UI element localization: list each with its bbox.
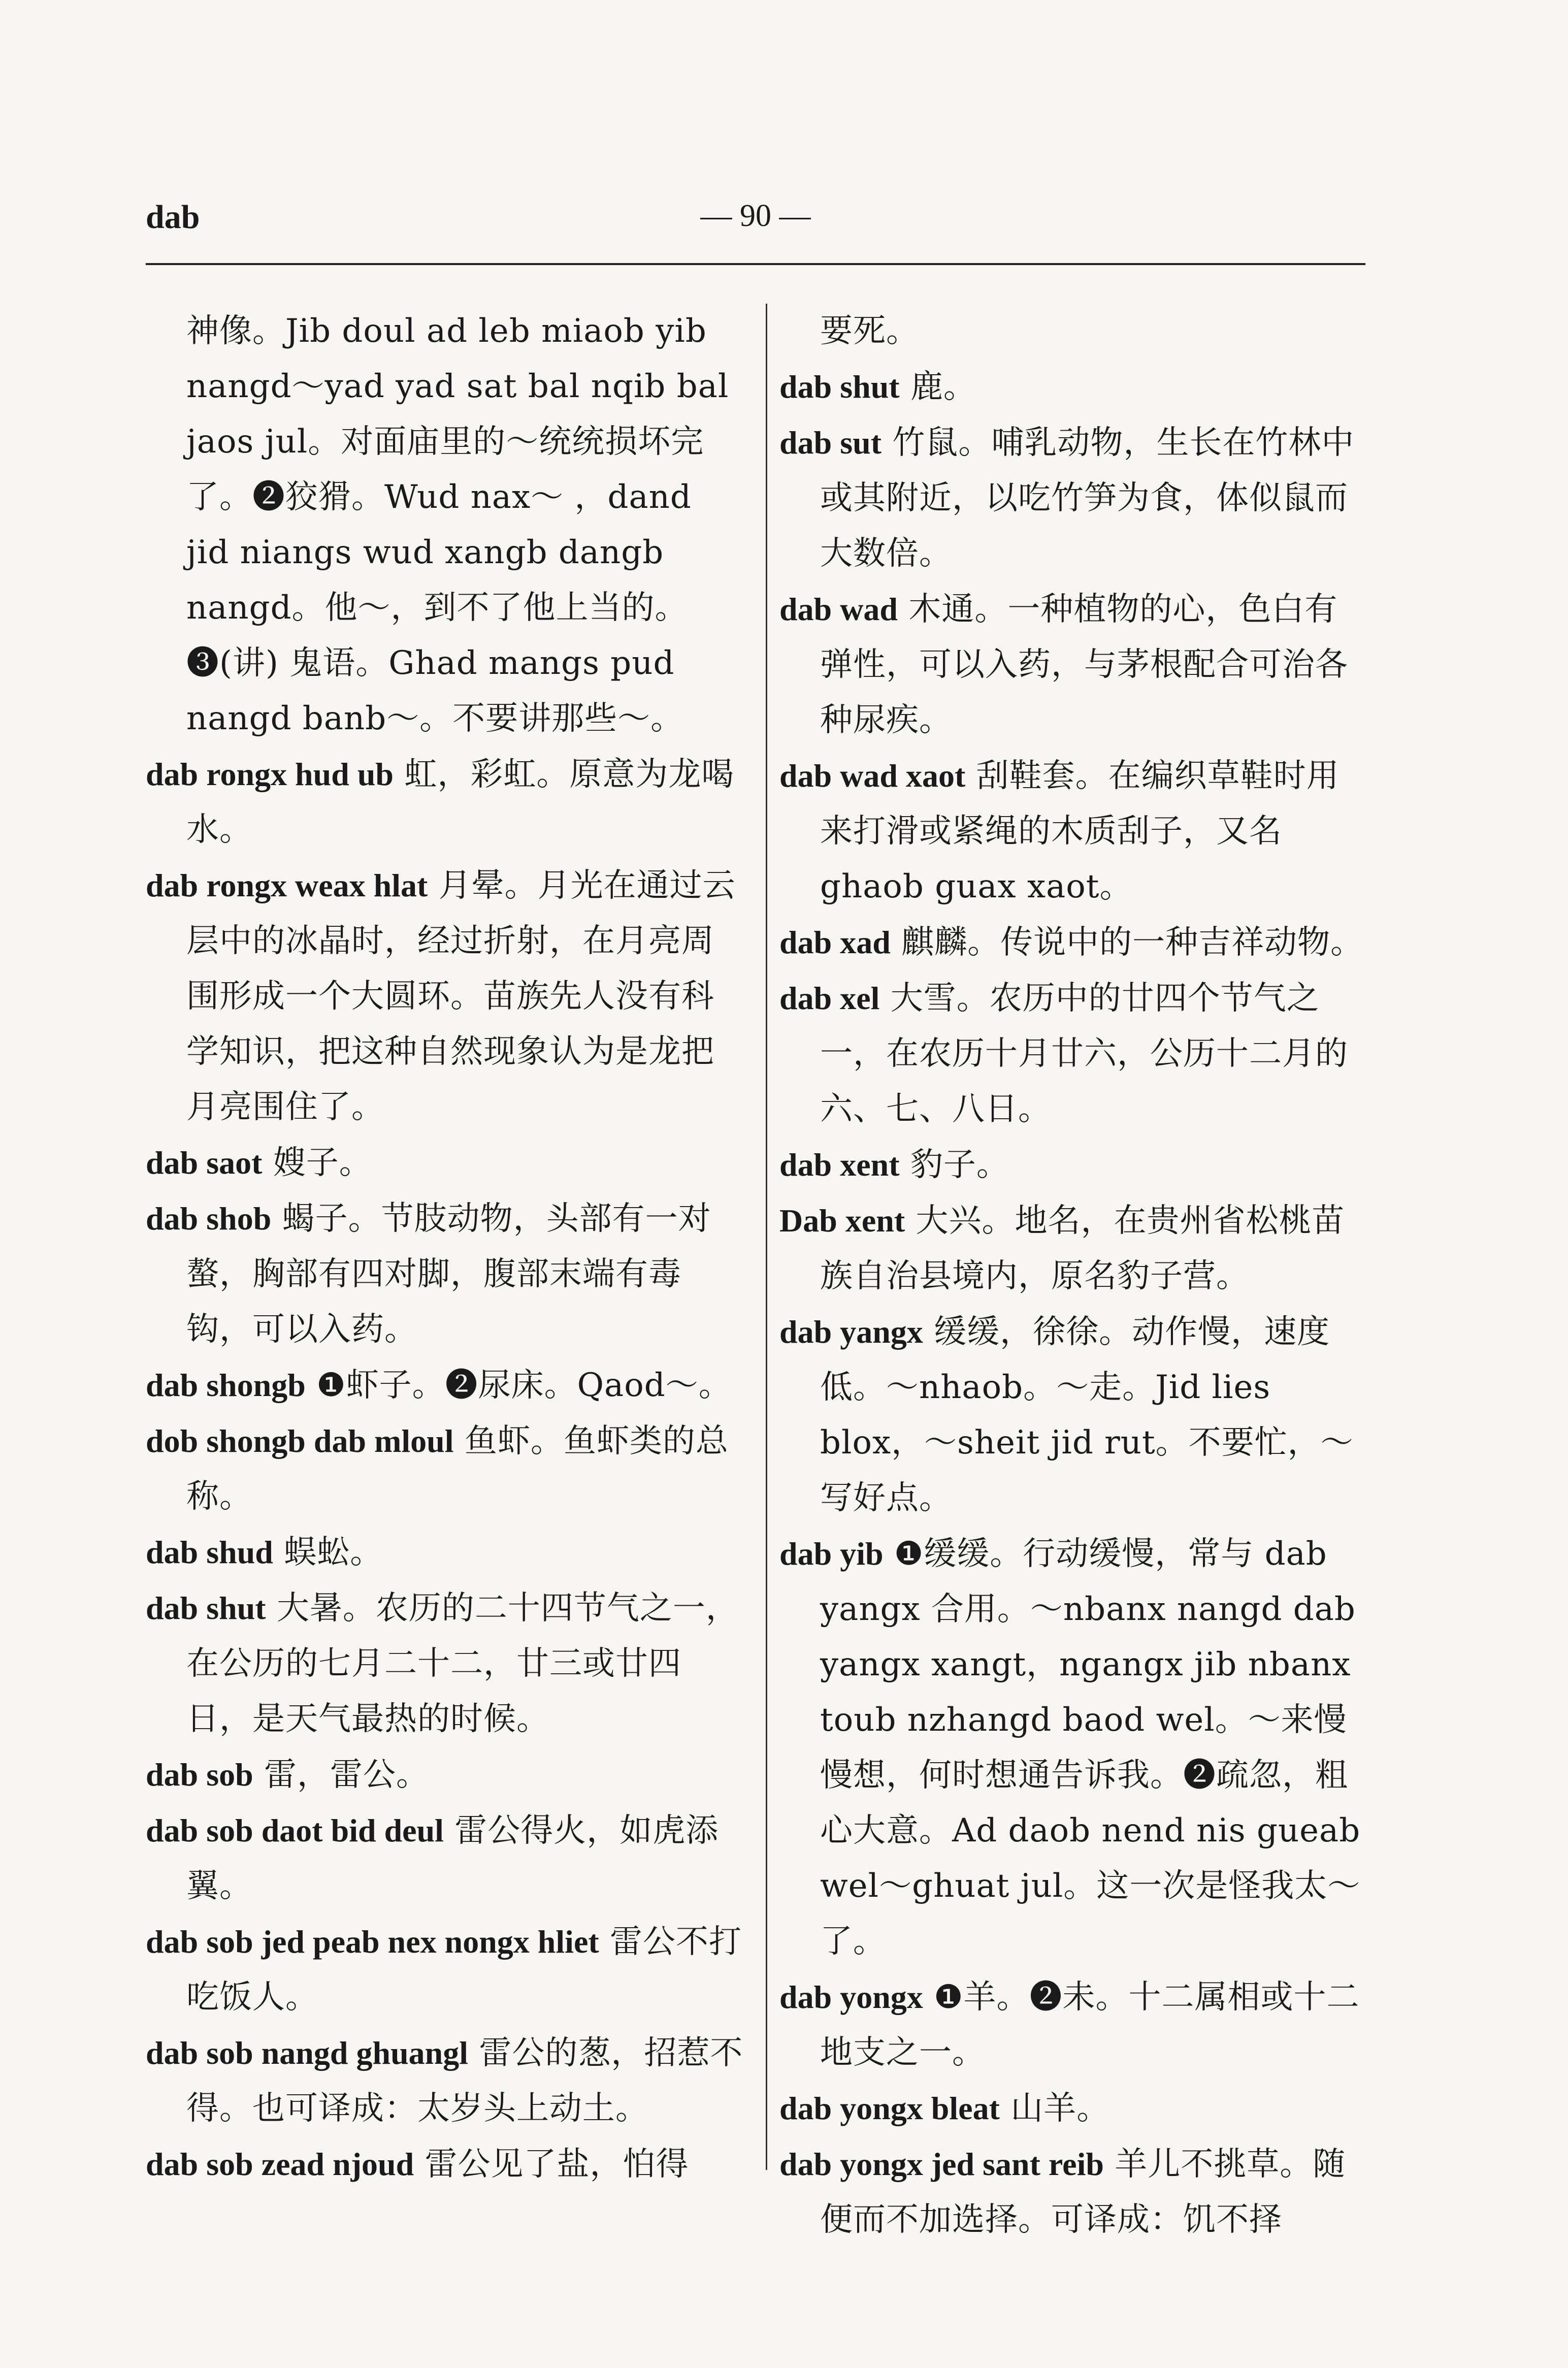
- entry-definition: 雷公见了盐，怕得: [424, 2146, 689, 2183]
- dictionary-entry: [146, 1747, 745, 1803]
- entry-definition: 木通。一种植物的心，色白有弹性，可以入药，与茅根配合可治各种尿疾。: [820, 591, 1348, 739]
- dictionary-entry: [146, 2136, 745, 2192]
- dictionary-entry: [779, 1193, 1366, 1304]
- dictionary-entry: [146, 1357, 745, 1413]
- column-divider: [766, 304, 767, 2170]
- dictionary-entry: [146, 1914, 745, 2025]
- entry-headword: dab yangx: [779, 1314, 923, 1350]
- dictionary-entry: [146, 1803, 745, 1914]
- entry-definition: ❶缓缓。行动缓慢，常与 dab yangx 合用。～nbanx nangd dab yangx xangt，ngangx jib nbanx toub nzhangd baod wel。～来慢慢想，何时想通告诉我。❷疏忽，粗心大意。Ad daob nend nis gueab wel～ghuat jul。这一次是怪我太～了。: [820, 1535, 1361, 1960]
- dictionary-entry: [779, 304, 1366, 359]
- dictionary-entry: [779, 748, 1366, 915]
- entry-headword: dab rongx weax hlat: [146, 867, 428, 903]
- entry-headword: dab sob nangd ghuangl: [146, 2035, 469, 2071]
- dictionary-entry: [779, 1526, 1366, 1969]
- dictionary-entry: [146, 747, 745, 858]
- dictionary-entry: [779, 915, 1366, 970]
- entry-definition: 蝎子。节肢动物，头部有一对螯，胸部有四对脚，腹部末端有毒钩，可以入药。: [186, 1200, 711, 1348]
- header-rule: [146, 263, 1365, 265]
- dictionary-entry: [146, 1135, 745, 1191]
- entry-headword: dab wad xaot: [779, 758, 966, 794]
- dictionary-entry: [146, 1191, 745, 1357]
- entry-definition: 蜈蚣。: [284, 1534, 383, 1571]
- page-number: — 90 —: [700, 199, 811, 233]
- entry-definition: 大暑。农历的二十四节气之一，在公历的七月二十二，廿三或廿四日，是天气最热的时候。: [186, 1590, 739, 1738]
- dictionary-entry: [779, 1304, 1366, 1526]
- entry-definition: 大雪。农历中的廿四个节气之一，在农历十月廿六，公历十二月的六、七、八日。: [820, 980, 1348, 1128]
- entry-definition: 虹，彩虹。原意为龙喝水。: [186, 756, 735, 849]
- entry-headword: Dab xent: [779, 1203, 905, 1239]
- entry-headword: dab xel: [779, 980, 880, 1016]
- entry-headword: dab saot: [146, 1145, 263, 1181]
- entry-definition: 嫂子。: [273, 1144, 372, 1182]
- entry-definition: 山羊。: [1010, 2090, 1110, 2127]
- entry-definition: 麒麟。传说中的一种吉祥动物。: [901, 924, 1364, 961]
- entry-definition: ❶羊。❷未。十二属相或十二地支之一。: [820, 1978, 1360, 2071]
- dictionary-entry: [779, 1137, 1366, 1193]
- entry-headword: dab sob zead njoud: [146, 2146, 414, 2182]
- entry-definition: 神像。Jib doul ad leb miaob yib nangd～yad yad sat bal nqib bal jaos jul。对面庙里的～统统损坏完了。❷狡猾。Wud nax～ ，dand jid niangs wud xangb dangb nangd。他～，到不了他上当的。❸(讲) 鬼语。Ghad mangs pud nangd banb～。不要讲那些～。: [186, 312, 729, 737]
- dictionary-entry: [146, 304, 745, 747]
- dictionary-entry: [779, 1969, 1366, 2081]
- right-column: [779, 304, 1366, 2248]
- entry-headword: dab rongx hud ub: [146, 756, 394, 792]
- dictionary-entry: [146, 1413, 745, 1524]
- entry-headword: dab yib: [779, 1536, 884, 1572]
- page-header: [146, 198, 1365, 249]
- entry-definition: 鹿。: [910, 368, 976, 406]
- entry-definition: 豹子。: [910, 1146, 1009, 1184]
- entry-definition: 鱼虾。鱼虾类的总称。: [186, 1422, 729, 1515]
- dictionary-entry: [779, 970, 1366, 1137]
- entry-definition: 刮鞋套。在编织草鞋时用来打滑或紧绳的木质刮子，又名 ghaob guax xaot。: [820, 757, 1340, 905]
- entry-headword: dab wad: [779, 591, 898, 627]
- entry-headword: dab shongb: [146, 1367, 306, 1403]
- entry-headword: dab shob: [146, 1201, 272, 1237]
- entry-definition: 要死。: [820, 312, 919, 350]
- dictionary-entry: [779, 581, 1366, 748]
- entry-headword: dab shut: [779, 369, 900, 405]
- dictionary-entry: [146, 1524, 745, 1580]
- guide-word: dab: [146, 199, 200, 236]
- dictionary-entry: [779, 415, 1366, 581]
- entry-headword: dob shongb dab mloul: [146, 1423, 454, 1459]
- entry-headword: dab yongx: [779, 1979, 923, 2015]
- entry-headword: dab sob jed peab nex nongx hliet: [146, 1924, 599, 1960]
- entry-headword: dab xad: [779, 924, 891, 960]
- entry-definition: 缓缓，徐徐。动作慢，速度低。～nhaob。～走。Jid lies blox，～sheit jid rut。不要忙，～写好点。: [820, 1313, 1354, 1517]
- entry-headword: dab sob: [146, 1757, 253, 1793]
- entry-headword: dab sut: [779, 425, 881, 461]
- dictionary-entry: [146, 858, 745, 1135]
- entry-headword: dab yongx bleat: [779, 2090, 1000, 2126]
- entry-headword: dab sob daot bid deul: [146, 1812, 444, 1848]
- entry-definition: 竹鼠。哺乳动物，生长在竹林中或其附近，以吃竹笋为食，体似鼠而大数倍。: [820, 424, 1355, 572]
- entry-headword: dab shud: [146, 1534, 273, 1570]
- entry-definition: 雷公不打吃饭人。: [186, 1923, 742, 2016]
- entry-definition: 雷公得火，如虎添翼。: [186, 1812, 719, 1905]
- dictionary-entry: [146, 2025, 745, 2136]
- dictionary-entry: [146, 1580, 745, 1747]
- entry-definition: 雷，雷公。: [264, 1756, 430, 1794]
- entry-headword: dab xent: [779, 1147, 900, 1183]
- left-column: [146, 304, 745, 2192]
- entry-headword: dab yongx jed sant reib: [779, 2146, 1104, 2182]
- entry-definition: 羊儿不挑草。随便而不加选择。可译成：饥不择: [820, 2146, 1346, 2239]
- entry-headword: dab shut: [146, 1590, 266, 1626]
- dictionary-entry: [779, 2136, 1366, 2248]
- entry-definition: 月晕。月光在通过云层中的冰晶时，经过折射，在月亮周围形成一个大圆环。苗族先人没有科学知识，把这种自然现象认为是龙把月亮围住了。: [186, 867, 736, 1126]
- entry-definition: ❶虾子。❷尿床。Qaod～。: [316, 1367, 732, 1404]
- dictionary-entry: [779, 359, 1366, 415]
- entry-definition: 雷公的葱，招惹不得。也可译成：太岁头上动土。: [186, 2034, 743, 2127]
- dictionary-entry: [779, 2081, 1366, 2136]
- entry-definition: 大兴。地名，在贵州省松桃苗族自治县境内，原名豹子营。: [820, 1202, 1345, 1295]
